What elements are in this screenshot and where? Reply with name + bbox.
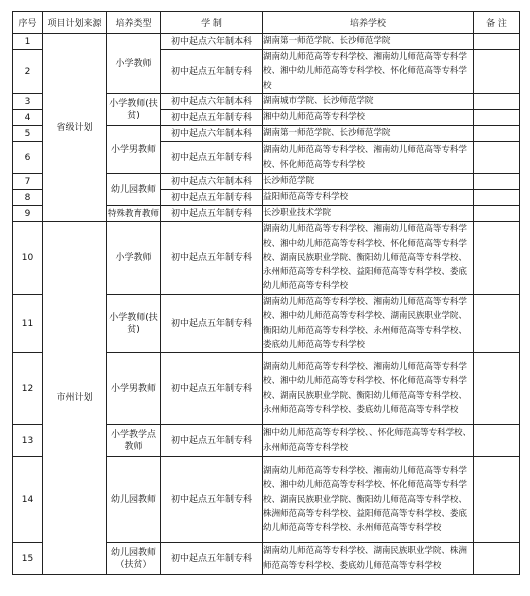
system-cell: 初中起点六年制本科 (161, 126, 263, 142)
source-provincial: 省级计划 (43, 34, 107, 222)
system-cell: 初中起点五年制专科 (161, 142, 263, 174)
table-row (13, 222, 520, 295)
schools-cell: 益阳师范高等专科学校 (263, 190, 474, 206)
source-city: 市州计划 (43, 222, 107, 575)
row-no: 8 (13, 190, 43, 206)
type-cell: 小学教师 (107, 34, 161, 94)
header-notes: 备 注 (474, 12, 520, 34)
row-no: 14 (13, 457, 43, 543)
header-row (13, 12, 520, 34)
row-no: 13 (13, 425, 43, 457)
header-no: 序号 (13, 12, 43, 34)
type-cell: 幼儿园教师 (107, 174, 161, 206)
row-no: 5 (13, 126, 43, 142)
schools-cell: 长沙师范学院 (263, 174, 474, 190)
schools-cell: 湖南幼儿师范高等专科学校、湘南幼儿师范高等专科学校、怀化师范高等专科学校 (263, 142, 474, 174)
system-cell: 初中起点五年制专科 (161, 543, 263, 575)
row-no: 12 (13, 353, 43, 425)
header-type: 培养类型 (107, 12, 161, 34)
system-cell: 初中起点五年制专科 (161, 353, 263, 425)
row-no: 1 (13, 34, 43, 50)
system-cell: 初中起点五年制专科 (161, 110, 263, 126)
system-cell: 初中起点五年制专科 (161, 222, 263, 295)
system-cell: 初中起点六年制本科 (161, 94, 263, 110)
schools-cell: 湖南幼儿师范高等专科学校、湖南民族职业学院、株洲师范高等专科学校、娄底幼儿师范高等专科学校 (263, 543, 474, 575)
schools-cell: 湖南幼儿师范高等专科学校、湘南幼儿师范高等专科学校、湘中幼儿师范高等专科学校、怀化师范高等专科学校 (263, 50, 474, 94)
notes-cell (474, 94, 520, 110)
schools-cell: 湘中幼儿师范高等专科学校、、怀化师范高等专科学校、永州师范高等专科学校 (263, 425, 474, 457)
schools-cell: 湖南幼儿师范高等专科学校、湘南幼儿师范高等专科学校、湘中幼儿师范高等专科学校、怀化师范高等专科学校、湖南民族职业学院、衡阳幼儿师范高等专科学校、株洲师范高等专科学校、益阳师范高等专科学校、娄底幼儿师范高等专科学校、永州师范高等专科学校 (263, 457, 474, 543)
schools-cell: 湖南幼儿师范高等专科学校、湘南幼儿师范高等专科学校、湘中幼儿师范高等专科学校、怀化师范高等专科学校、湖南民族职业学院、衡阳幼儿师范高等专科学校、永州师范高等专科学校、益阳师范高等专科学校、娄底幼儿师范高等专科学校 (263, 222, 474, 295)
schools-cell: 湖南第一师范学院、长沙师范学院 (263, 34, 474, 50)
row-no: 15 (13, 543, 43, 575)
notes-cell (474, 425, 520, 457)
notes-cell (474, 353, 520, 425)
type-cell: 小学教师(扶贫) (107, 94, 161, 126)
schools-cell: 湖南幼儿师范高等专科学校、湘南幼儿师范高等专科学校、湘中幼儿师范高等专科学校、怀化师范高等专科学校、湖南民族职业学院、衡阳幼儿师范高等专科学校、永州师范高等专科学校、娄底幼儿师范高等专科学校 (263, 353, 474, 425)
type-cell: 幼儿园教师 (107, 457, 161, 543)
header-schools: 培养学校 (263, 12, 474, 34)
system-cell: 初中起点五年制专科 (161, 425, 263, 457)
system-cell: 初中起点五年制专科 (161, 190, 263, 206)
notes-cell (474, 190, 520, 206)
header-system: 学 制 (161, 12, 263, 34)
type-cell: 幼儿园教师（扶贫） (107, 543, 161, 575)
system-cell: 初中起点六年制本科 (161, 34, 263, 50)
system-cell: 初中起点五年制专科 (161, 457, 263, 543)
schools-cell: 湖南城市学院、长沙师范学院 (263, 94, 474, 110)
schools-cell: 湖南幼儿师范高等专科学校、湘南幼儿师范高等专科学校、湘中幼儿师范高等专科学校、湖南民族职业学院、衡阳幼儿师范高等专科学校、永州师范高等专科学校、娄底幼儿师范高等专科学校 (263, 295, 474, 353)
type-cell: 小学男教师 (107, 126, 161, 174)
type-cell: 特殊教育教师 (107, 206, 161, 222)
system-cell: 初中起点五年制专科 (161, 206, 263, 222)
type-cell: 小学教师 (107, 222, 161, 295)
row-no: 11 (13, 295, 43, 353)
row-no: 9 (13, 206, 43, 222)
system-cell: 初中起点六年制本科 (161, 174, 263, 190)
notes-cell (474, 126, 520, 142)
notes-cell (474, 50, 520, 94)
notes-cell (474, 206, 520, 222)
training-plan-table (12, 11, 520, 575)
row-no: 10 (13, 222, 43, 295)
notes-cell (474, 34, 520, 50)
schools-cell: 长沙职业技术学院 (263, 206, 474, 222)
notes-cell (474, 174, 520, 190)
header-source: 项目计划来源 (43, 12, 107, 34)
table-row (13, 34, 520, 50)
type-cell: 小学教学点教师 (107, 425, 161, 457)
row-no: 7 (13, 174, 43, 190)
notes-cell (474, 222, 520, 295)
type-cell: 小学男教师 (107, 353, 161, 425)
row-no: 3 (13, 94, 43, 110)
row-no: 4 (13, 110, 43, 126)
system-cell: 初中起点五年制专科 (161, 295, 263, 353)
schools-cell: 湖南第一师范学院、长沙师范学院 (263, 126, 474, 142)
notes-cell (474, 142, 520, 174)
notes-cell (474, 110, 520, 126)
notes-cell (474, 295, 520, 353)
row-no: 6 (13, 142, 43, 174)
row-no: 2 (13, 50, 43, 94)
schools-cell: 湘中幼儿师范高等专科学校 (263, 110, 474, 126)
system-cell: 初中起点五年制专科 (161, 50, 263, 94)
notes-cell (474, 543, 520, 575)
notes-cell (474, 457, 520, 543)
type-cell: 小学教师(扶贫) (107, 295, 161, 353)
